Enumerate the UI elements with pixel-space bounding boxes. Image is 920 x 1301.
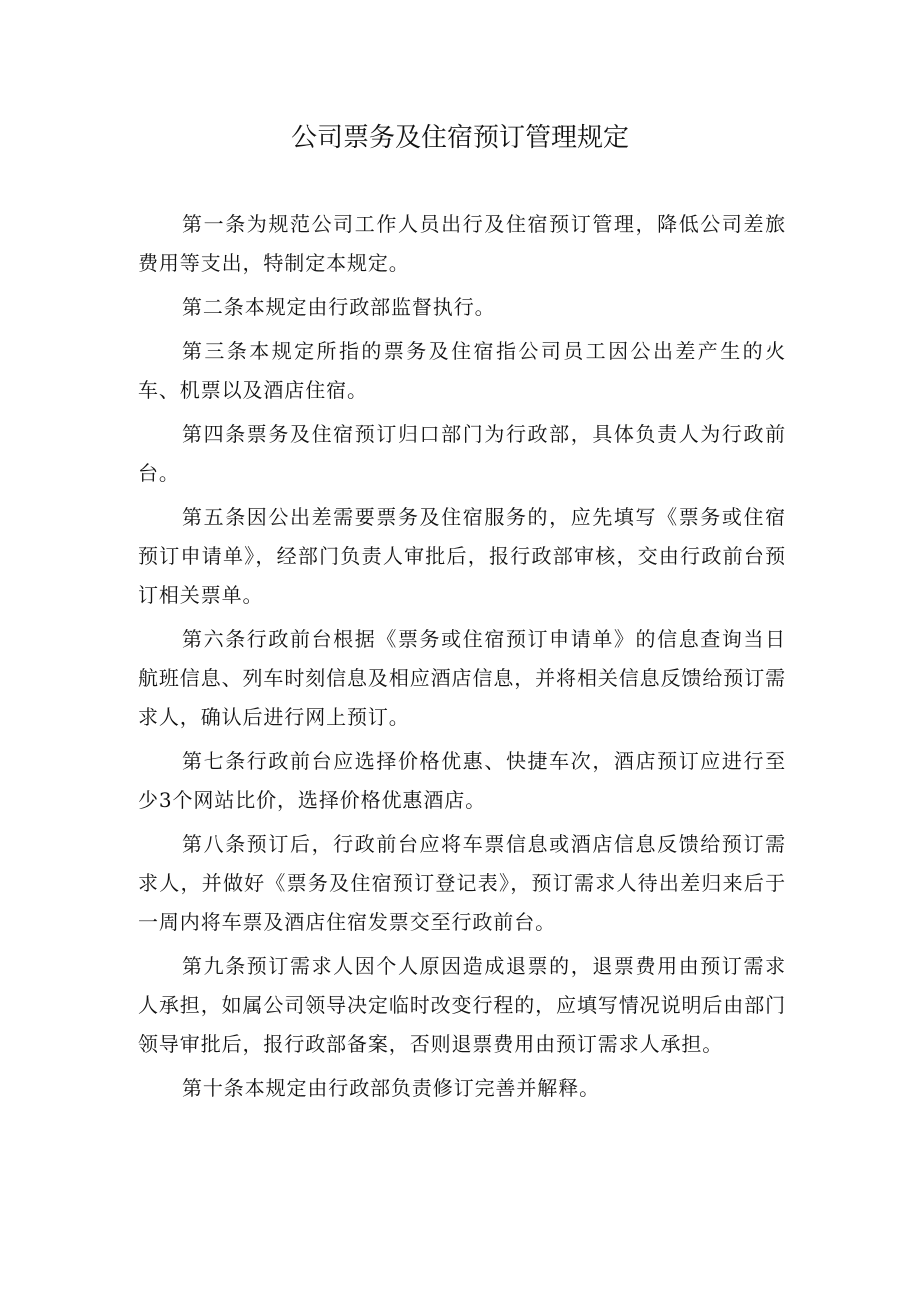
article-10: 第十条本规定由行政部负责修订完善并解释。 (182, 1076, 600, 1100)
article-5: 第五条因公出差需要票务及住宿服务的，应先填写《票务或住宿预订申请单》，经部门负责人审批后，报行政部审核，交由行政前台预订相关票单。 (138, 505, 786, 607)
article-4: 第四条票务及住宿预订归口部门为行政部，具体负责人为行政前台。 (138, 422, 786, 485)
article-3: 第三条本规定所指的票务及住宿指公司员工因公出差产生的火车、机票以及酒店住宿。 (138, 339, 786, 402)
article-8: 第八条预订后，行政前台应将车票信息或酒店信息反馈给预订需求人，并做好《票务及住宿预订登记表》，预订需求人待出差归来后于一周内将车票及酒店住宿发票交至行政前台。 (138, 832, 786, 934)
article-9: 第九条预订需求人因个人原因造成退票的，退票费用由预订需求人承担，如属公司领导决定临时改变行程的，应填写情况说明后由部门领导审批后，报行政部备案，否则退票费用由预订需求人承担。 (138, 954, 786, 1056)
document-title: 公司票务及住宿预订管理规定 (290, 123, 629, 153)
article-2: 第二条本规定由行政部监督执行。 (182, 295, 496, 319)
article-1: 第一条为规范公司工作人员出行及住宿预订管理，降低公司差旅费用等支出，特制定本规定。 (138, 212, 786, 275)
article-6: 第六条行政前台根据《票务或住宿预订申请单》的信息查询当日航班信息、列车时刻信息及相应酒店信息，并将相关信息反馈给预订需求人，确认后进行网上预订。 (138, 627, 786, 729)
article-7: 第七条行政前台应选择价格优惠、快捷车次，酒店预订应进行至少3个网站比价，选择价格优惠酒店。 (138, 749, 786, 812)
document-body (138, 205, 786, 1108)
